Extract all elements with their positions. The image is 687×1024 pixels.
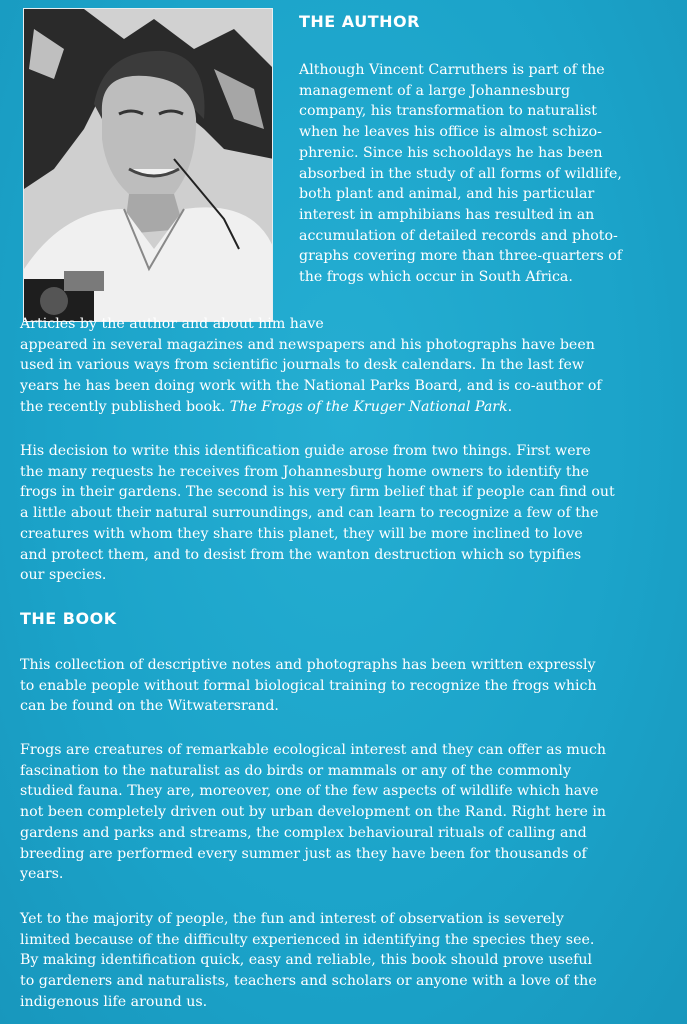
text-line: to gardeners and naturalists, teachers and scholars or anyone with a love of the	[20, 973, 597, 990]
text-line: absorbed in the study of all forms of wildlife,	[299, 165, 622, 182]
text-line: Although Vincent Carruthers is part of the	[299, 62, 605, 78]
text-line: creatures with whom they share this planet, they will be more inclined to love	[20, 525, 583, 542]
text-line: can be found on the Witwatersrand.	[20, 698, 279, 715]
text-line: indigenous life around us.	[20, 993, 208, 1010]
text-line: the many requests he receives from Johannesburg home owners to identify the	[20, 463, 590, 480]
text-line: This collection of descriptive notes and photographs has been written expressly	[20, 657, 596, 673]
text-line: the frogs which occur in South Africa.	[299, 269, 573, 286]
text-line: years.	[20, 866, 64, 883]
text-line: management of a large Johannesburg	[299, 82, 571, 99]
text-line: used in various ways from scientific journals to desk calendars. In the last few	[20, 357, 585, 374]
text-line: fascination to the naturalist as do birds or mammals or any of the commonly	[20, 762, 571, 779]
book-identification-paragraph	[20, 909, 666, 1013]
text-line: company, his transformation to naturalist	[299, 103, 597, 120]
book-heading: THE BOOK	[20, 609, 117, 628]
author-bio-paragraph	[299, 60, 666, 288]
text-line: Yet to the majority of people, the fun and interest of observation is severely	[20, 911, 564, 927]
text-line: interest in amphibians has resulted in an	[299, 206, 595, 223]
text-line: frogs in their gardens. The second is his very firm belief that if people can find out	[20, 484, 615, 501]
text-line: and protect them, and to desist from the wanton destruction which so typifies	[20, 546, 582, 563]
text-line: breeding are performed every summer just as they have been for thousands of	[20, 845, 587, 862]
text-line: Frogs are creatures of remarkable ecological interest and they can offer as much	[20, 742, 607, 758]
text-line: phrenic. Since his schooldays he has been	[299, 144, 603, 161]
text-line: studied fauna. They are, moreover, one of the few aspects of wildlife which have	[20, 783, 599, 800]
author-heading: THE AUTHOR	[299, 12, 420, 31]
text-line: when he leaves his office is almost schizo-	[299, 124, 602, 141]
author-photo	[23, 8, 273, 322]
text-line: to enable people without formal biological training to recognize the frogs which	[20, 677, 597, 694]
book-title-italic: The Frogs of the Kruger National Park	[229, 398, 508, 415]
text-line: years he has been doing work with the National Parks Board, and is co-author of	[20, 378, 602, 395]
book-intro-paragraph	[20, 655, 666, 717]
text-line: accumulation of detailed records and photo-	[299, 227, 618, 244]
text-line: not been completely driven out by urban development on the Rand. Right here in	[20, 804, 607, 821]
decision-paragraph	[20, 441, 666, 586]
text-line: a little about their natural surroundings, and can learn to recognize a few of the	[20, 505, 599, 522]
text-line: limited because of the difficulty experienced in identifying the species they see.	[20, 931, 595, 948]
text-segment: the recently published book.	[20, 398, 230, 415]
book-frogs-paragraph	[20, 740, 666, 885]
text-line: graphs covering more than three-quarters of	[299, 248, 623, 265]
author-portrait-image	[24, 9, 273, 322]
text-line: appeared in several magazines and newspapers and his photographs have been	[20, 336, 595, 353]
text-line: our species.	[20, 567, 107, 584]
text-line: gardens and parks and streams, the complex behavioural rituals of calling and	[20, 824, 587, 841]
text-segment: .	[507, 398, 513, 415]
text-line: By making identification quick, easy and reliable, this book should prove useful	[20, 952, 593, 969]
text-line	[20, 397, 666, 418]
articles-paragraph	[20, 314, 666, 418]
text-line: both plant and animal, and his particular	[299, 186, 595, 203]
text-line: His decision to write this identification guide arose from two things. First were	[20, 443, 591, 459]
text-line: Articles by the author and about him have	[20, 316, 324, 332]
